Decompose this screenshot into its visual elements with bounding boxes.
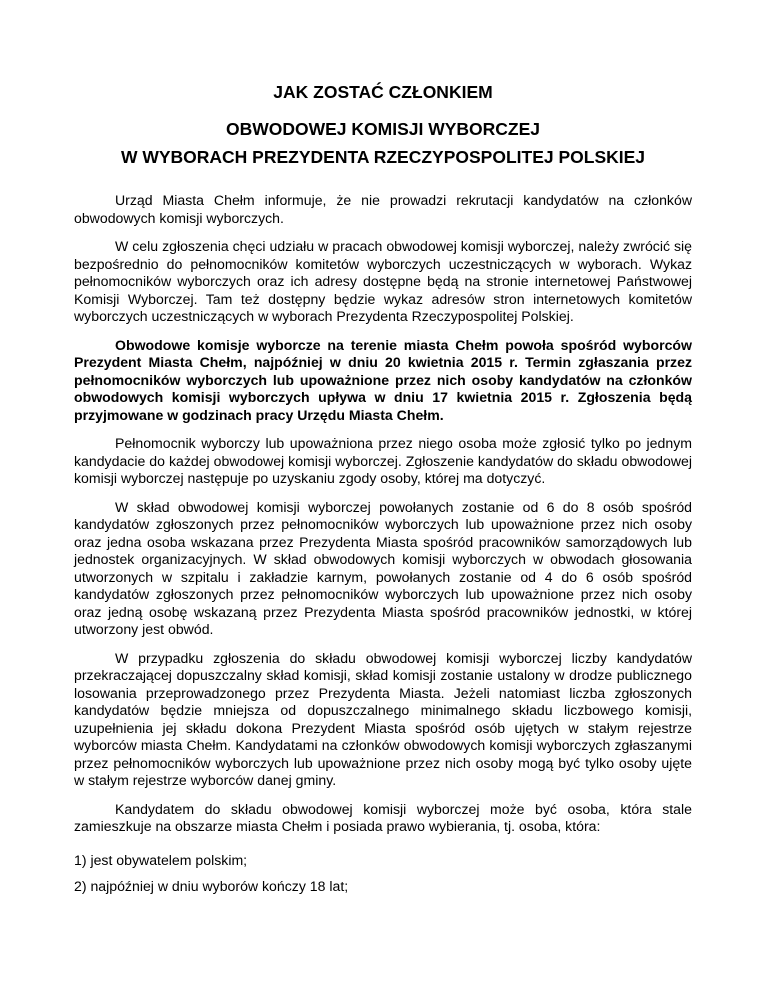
- paragraph-submission: W celu zgłoszenia chęci udziału w pracach obwodowej komisji wyborczej, należy zwrócić się bezpośrednio do pełnomocników komitetów wyborczych uczestniczących w wyborach. Wykaz pełnomocników wyborczych oraz ich adresy dostępne będą na stronie internetowej Państwowej Komisji Wyborczej. Tam też dostępny będzie wykaz adresów stron internetowych komitetów wyborczych uczestniczących w wyborach Prezydenta Rzeczypospolitej Polskiej.: [74, 238, 692, 324]
- paragraph-lottery: W przypadku zgłoszenia do składu obwodowej komisji wyborczej liczby kandydatów przekraczającej dopuszczalny skład komisji, skład komisji zostanie ustalony w drodze publicznego losowania przeprowadzonego przez Prezydenta Miasta. Jeżeli natomiast liczba zgłoszonych kandydatów będzie mniejsza od dopuszczalnego minimalnego składu liczbowego komisji, uzupełnienia jej składu dokona Prezydent Miasta spośród osób ujętych w stałym rejestrze wyborców miasta Chełm. Kandydatami na członków obwodowych komisji wyborczych zgłaszanymi przez pełnomocników wyborczych lub upoważnione przez nich osoby mogą być tylko osoby ujęte w stałym rejestrze wyborców danej gminy.: [74, 649, 692, 788]
- document-title: JAK ZOSTAĆ CZŁONKIEM: [273, 82, 493, 102]
- paragraph-deadline: Obwodowe komisje wyborcze na terenie miasta Chełm powoła spośród wyborców Prezydent Miasta Chełm, najpóźniej w dniu 20 kwietnia 2015 r. Termin zgłaszania przez pełnomocników wyborczych lub upoważnione przez nich osoby kandydatów na członków obwodowych komisji wyborczych upływa w dniu 17 kwietnia 2015 r. Zgłoszenia będą przyjmowane w godzinach pracy Urzędu Miasta Chełm.: [74, 336, 692, 423]
- document-subtitle: OBWODOWEJ KOMISJI WYBORCZEJ: [225, 119, 541, 139]
- document-subtitle-2: W WYBORACH PREZYDENTA RZECZYPOSPOLITEJ POLSKIEJ: [120, 147, 646, 167]
- paragraph-composition: W skład obwodowej komisji wyborczej powołanych zostanie od 6 do 8 osób spośród kandydatów zgłoszonych przez pełnomocników wyborczych lub upoważnione przez nich osoby oraz jedna osoba wskazana przez Prezydenta Miasta spośród pracowników samorządowych lub jednostek organizacyjnych. W skład obwodowych komisji wyborczych w obwodach głosowania utworzonych w szpitalu i zakładzie karnym, powołanych zostanie od 4 do 6 osób spośród kandydatów zgłoszonych przez pełnomocników wyborczych lub upoważnione przez nich osoby oraz jedną osobę wskazaną przez Prezydenta Miasta spośród pracowników jednostki, w której utworzony jest obwód.: [74, 498, 692, 637]
- paragraph-proxy: Pełnomocnik wyborczy lub upoważniona przez niego osoba może zgłosić tylko po jednym kandydacie do każdej obwodowej komisji wyborczej. Zgłoszenie kandydatów do składu obwodowej komisji wyborczej następuje po uzyskaniu zgody osoby, której ma dotyczyć.: [74, 435, 692, 486]
- paragraph-intro: Urząd Miasta Chełm informuje, że nie prowadzi rekrutacji kandydatów na członków obwodowych komisji wyborczych.: [74, 192, 692, 226]
- list-item: 2) najpóźniej w dniu wyborów kończy 18 lat;: [74, 878, 349, 894]
- list-item: 1) jest obywatelem polskim;: [74, 851, 248, 868]
- paragraph-eligibility: Kandydatem do składu obwodowej komisji wyborczej może być osoba, która stale zamieszkuje na obszarze miasta Chełm i posiada prawo wybierania, tj. osoba, która:: [74, 800, 692, 834]
